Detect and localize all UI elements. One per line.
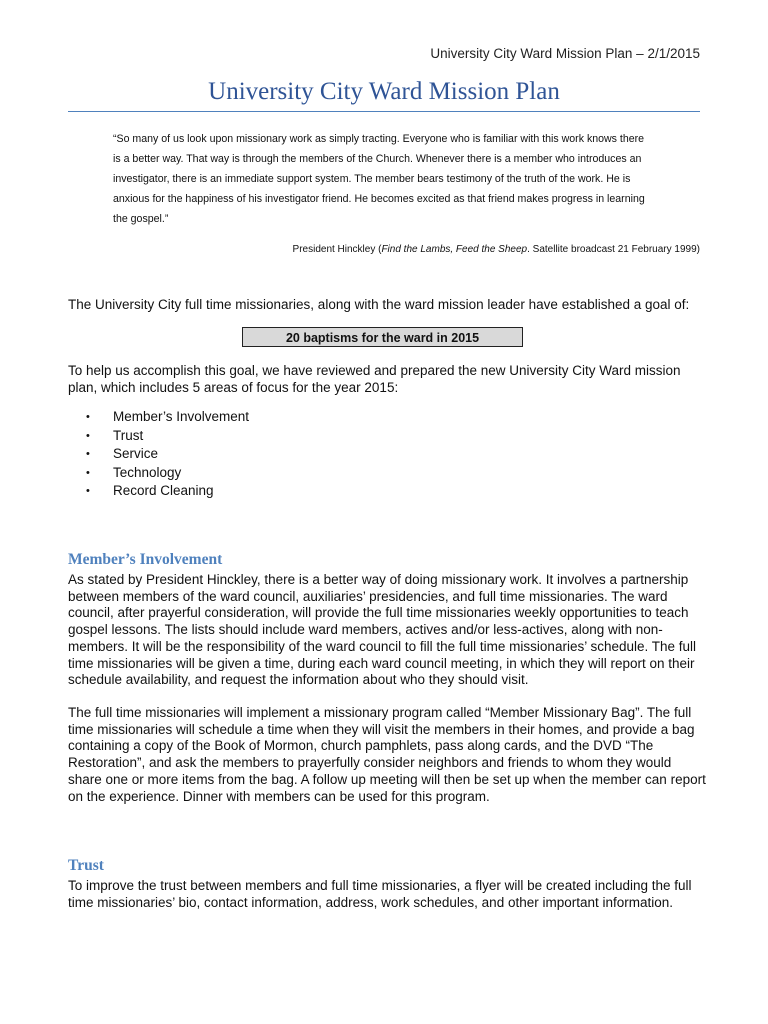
list-item [86, 427, 249, 446]
list-item [86, 408, 249, 427]
members-involvement-paragraph-1: As stated by President Hinckley, there is a better way of doing missionary work. It involves a partnership between members of the ward council, auxiliaries’ presidencies, and full time missionaries. The ward council, after prayerful consideration, will provide the full time missionaries weekly opportunities to teach gospel lessons. The lists should include ward members, actives and/or less-actives, along with non-members. It will be the responsibility of the ward council to fill the full time missionaries’ schedule. The full time missionaries will be given a time, during each ward council meeting, in which they will report on their schedule availability, and request the information about who they should visit. [68, 572, 697, 688]
trust-paragraph-1: To improve the trust between members and full time missionaries, a flyer will be created including the full time missionaries’ bio, contact information, address, work schedules, and other important information. [68, 878, 692, 910]
hinckley-quote: “So many of us look upon missionary work as simply tracting. Everyone who is familiar with this work knows there is a better way. That way is through the members of the Church. Whenever there is a member who introduces an investigator, there is an immediate support system. The member bears testimony of the truth of the work. He is anxious for the happiness of his investigator friend. He becomes excited as that friend makes progress in learning the gospel.” [113, 133, 645, 225]
bullet-icon: • [86, 429, 90, 442]
bullet-icon: • [86, 411, 90, 423]
bullet-icon: • [86, 466, 90, 479]
focus-areas-list [86, 408, 249, 501]
list-item [86, 445, 249, 464]
section-heading-trust: Trust [68, 857, 104, 874]
goal-box: 20 baptisms for the ward in 2015 [242, 327, 523, 347]
list-item [86, 482, 249, 501]
goal-intro: The University City full time missionaries, along with the ward mission leader have established a goal of: [68, 297, 690, 312]
attribution-source: Find the Lambs, Feed the Sheep [381, 244, 528, 255]
section-heading-members-involvement: Member’s Involvement [68, 551, 223, 568]
bullet-icon: • [86, 485, 90, 497]
bullet-icon: • [86, 448, 90, 460]
running-header: University City Ward Mission Plan – 2/1/2015 [430, 46, 700, 61]
attribution-suffix: . Satellite broadcast 21 February 1999) [527, 244, 700, 255]
list-item-label: Trust [113, 427, 144, 443]
members-involvement-paragraph-2: The full time missionaries will implement a missionary program called “Member Missionary Bag”. The full time missionaries will schedule a time when they will visit the members in their homes, and provide a bag containing a copy of the Book of Mormon, church pamphlets, pass along cards, and the DVD “The Restoration”, and ask the members to prayerfully consider neighbors and friends to whom they would share one or more items from the bag. A follow up meeting will then be set up when the member can report on the experience. Dinner with members can be used for this program. [68, 705, 706, 804]
list-item-label: Member’s Involvement [113, 409, 250, 424]
attribution-prefix: President Hinckley ( [292, 244, 382, 255]
plan-intro: To help us accomplish this goal, we have reviewed and prepared the new University City Ward mission plan, which includes 5 areas of focus for the year 2015: [68, 363, 681, 395]
list-item [86, 464, 249, 483]
list-item-label: Record Cleaning [113, 483, 214, 498]
list-item-label: Service [113, 446, 159, 461]
quote-attribution [293, 244, 700, 255]
document-title: University City Ward Mission Plan [208, 78, 560, 105]
list-item-label: Technology [113, 464, 182, 480]
title-underline [68, 111, 700, 112]
